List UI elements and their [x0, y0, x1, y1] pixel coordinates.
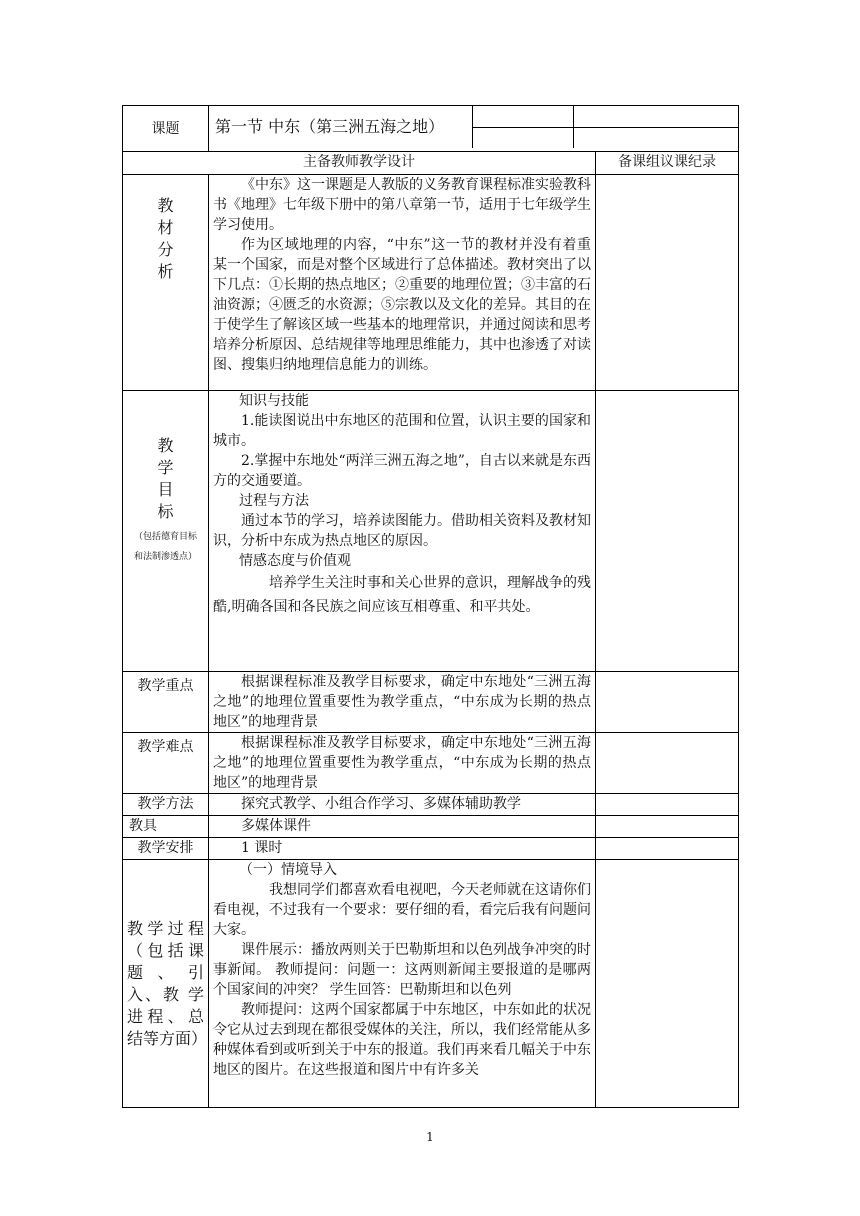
goals-notes [596, 391, 739, 672]
tools-notes [596, 816, 739, 838]
methods-notes [596, 794, 739, 816]
schedule-text: 1 课时 [241, 840, 283, 856]
difficult-points-text: 根据课程标准及教学目标要求，确定中东地处“三洲五海之地”的地理位置重要性为教学重点，“中东成为长期的热点地区”的地理背景 [213, 735, 591, 791]
emotion-heading: 情感态度与价值观 [239, 553, 351, 569]
methods-row [123, 794, 739, 816]
difficult-points-notes [596, 733, 739, 794]
knowledge-item: 1.能读图说出中东地区的范围和位置，认识主要的国家和城市。 [213, 413, 591, 449]
analysis-notes [596, 175, 739, 391]
analysis-label-char: 分 [157, 240, 174, 259]
title-label: 课题 [123, 106, 209, 152]
process-paragraph: 教师提问：这两个国家都属于中东地区，中东如此的状况令它从过去到现在都很受媒体的关注，所以，我们经常能从多种媒体看到或听到关于中东的报道。我们再来看几幅关于中东地区的图片。在这些报道和图片中有许多关 [213, 1002, 591, 1078]
schedule-notes [596, 838, 739, 860]
key-points-text: 根据课程标准及教学目标要求，确定中东地处“三洲五海之地”的地理位置重要性为教学重点，“中东成为长期的热点地区”的地理背景 [213, 674, 591, 730]
page-number: 1 [426, 1130, 434, 1144]
goals-label-note: 和法制渗透点） [133, 552, 197, 562]
process-row [123, 860, 739, 1108]
design-header: 主备教师教学设计 [123, 152, 596, 175]
schedule-label: 教学安排 [123, 838, 209, 860]
knowledge-heading: 知识与技能 [239, 393, 309, 409]
title-right-cells [574, 106, 738, 148]
process-label: 教学过程（包括课题、引入、教 学 进程、总结等方面） [123, 860, 209, 1108]
title-row [123, 106, 739, 152]
tools-label: 教具 [123, 816, 209, 838]
goals-label [123, 391, 209, 672]
key-points-label: 教学重点 [123, 672, 209, 733]
process-text: 通过本节的学习，培养读图能力。借助相关资料及教材知识，分析中东成为热点地区的原因。 [213, 513, 591, 549]
title-blank-cells [473, 106, 574, 148]
tools-text: 多媒体课件 [241, 818, 311, 834]
process-notes [596, 860, 739, 1108]
title-cell [209, 106, 738, 148]
goals-label-note: （包括德育目标 [133, 532, 197, 542]
process-section-heading: （一）情境导入 [239, 862, 337, 878]
goals-label-char: 目 [157, 480, 174, 499]
analysis-label-char: 析 [157, 262, 174, 281]
goals-content [209, 391, 596, 672]
methods-text: 探究式教学、小组合作学习、多媒体辅助教学 [241, 796, 521, 812]
header-row [123, 152, 739, 175]
difficult-points-row [123, 733, 739, 794]
key-points-notes [596, 672, 739, 733]
goals-label-char: 教 [157, 436, 174, 455]
lesson-title: 第一节 中东（第三洲五海之地） [209, 106, 473, 148]
goals-row [123, 391, 739, 672]
notes-header: 备课组议课纪录 [596, 152, 739, 175]
tools-row [123, 816, 739, 838]
emotion-text: 培养学生关注时事和关心世界的意识，理解战争的残酷,明确各国和各民族之间应该互相尊重、和平共处。 [213, 575, 591, 615]
analysis-label-char: 材 [157, 218, 174, 237]
analysis-paragraph: 作为区域地理的内容，“中东”这一节的教材并没有着重某一个国家，而是对整个区域进行了总体描述。教材突出了以下几点：①长期的热点地区；②重要的地理位置；③丰富的石油资源；④匮乏的水资源；⑤宗教以及文化的差异。其目的在于使学生了解该区域一些基本的地理常识，并通过阅读和思考培养分析原因、总结规律等地理思维能力，其中也渗透了对读图、搜集归纳地理信息能力的训练。 [213, 237, 591, 373]
goals-label-char: 标 [157, 502, 174, 521]
process-heading: 过程与方法 [239, 493, 309, 509]
knowledge-item: 2.掌握中东地处“两洋三洲五海之地”，自古以来就是东西方的交通要道。 [213, 453, 591, 489]
analysis-row [123, 175, 739, 391]
difficult-points-label: 教学难点 [123, 733, 209, 794]
process-paragraph: 我想同学们都喜欢看电视吧，今天老师就在这请你们看电视，不过我有一个要求：要仔细的看，看完后我有问题问大家。 [213, 882, 591, 938]
analysis-label [123, 175, 209, 391]
analysis-paragraph: 《中东》这一课题是人教版的义务教育课程标准实验教科书《地理》七年级下册中的第八章第一节，适用于七年级学生学习使用。 [213, 177, 591, 233]
key-points-row [123, 672, 739, 733]
analysis-content [209, 175, 596, 391]
process-content [209, 860, 596, 1108]
lesson-plan-table [122, 105, 739, 1108]
schedule-row [123, 838, 739, 860]
goals-label-char: 学 [157, 458, 174, 477]
methods-label: 教学方法 [123, 794, 209, 816]
process-paragraph: 课件展示：播放两则关于巴勒斯坦和以色列战争冲突的时事新闻。 教师提问：问题一：这两则新闻主要报道的是哪两个国家间的冲突？ 学生回答：巴勒斯坦和以色列 [213, 942, 591, 998]
analysis-label-char: 教 [157, 196, 174, 215]
